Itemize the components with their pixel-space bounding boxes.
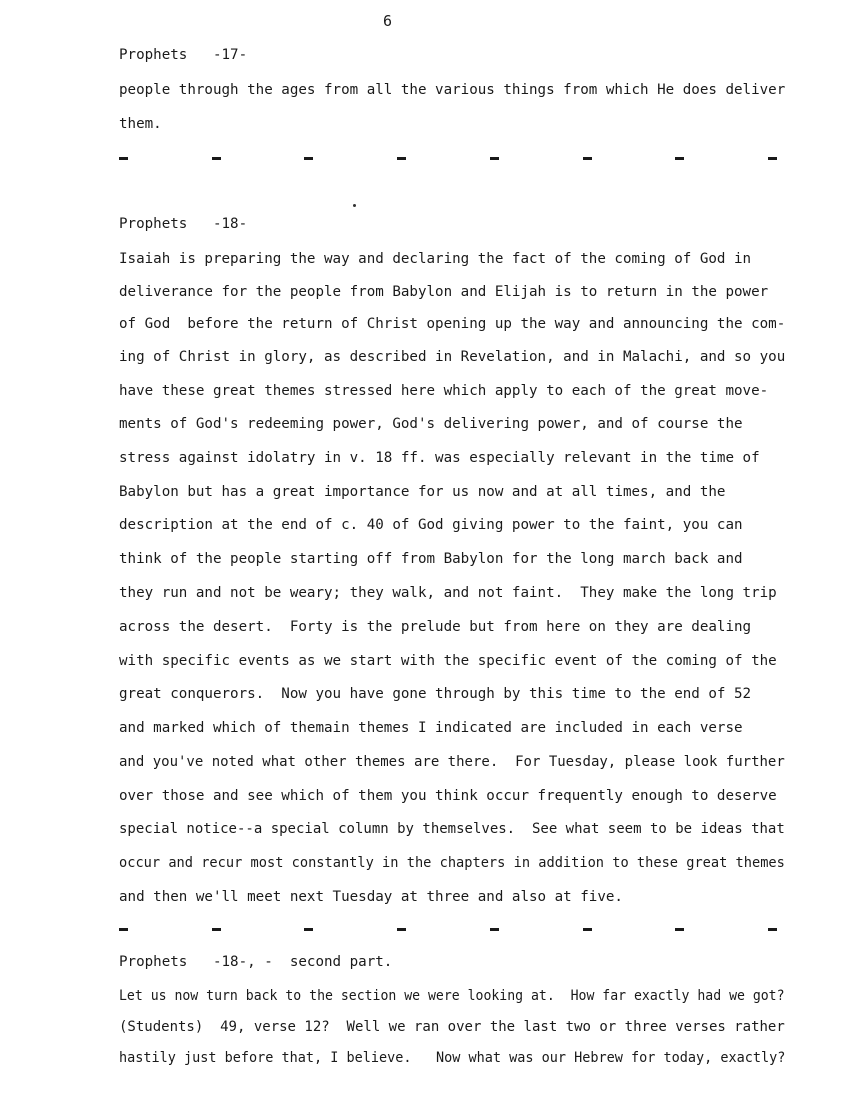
text-line: across the desert. Forty is the prelude but from here on they are dealing bbox=[119, 619, 752, 635]
section-heading-18: Prophets -18- bbox=[119, 216, 248, 232]
text-line: Babylon but has a great importance for us now and at all times, and the bbox=[119, 484, 726, 500]
page-number: 6 bbox=[383, 12, 393, 30]
text-line: have these great themes stressed here which apply to each of the great move- bbox=[119, 383, 769, 399]
text-line: ing of Christ in glory, as described in Revelation, and in Malachi, and so you bbox=[119, 349, 786, 365]
text-line: (Students) 49, verse 12? Well we ran over the last two or three verses rather bbox=[119, 1019, 785, 1035]
dash-separator bbox=[119, 928, 777, 931]
section-heading-17: Prophets -17- bbox=[119, 47, 248, 63]
text-line: over those and see which of them you think occur frequently enough to deserve bbox=[119, 788, 777, 804]
text-line: Let us now turn back to the section we were looking at. How far exactly had we got? bbox=[119, 988, 785, 1004]
text-line: they run and not be weary; they walk, and not faint. They make the long trip bbox=[119, 585, 777, 601]
section-heading-18-second-part: Prophets -18-, - second part. bbox=[119, 954, 393, 970]
text-line: deliverance for the people from Babylon and Elijah is to return in the power bbox=[119, 284, 769, 300]
text-line: hastily just before that, I believe. Now what was our Hebrew for today, exactly? bbox=[119, 1050, 786, 1066]
text-line: stress against idolatry in v. 18 ff. was especially relevant in the time of bbox=[119, 450, 760, 466]
text-line: and then we'll meet next Tuesday at three and also at five. bbox=[119, 889, 623, 905]
text-line: of God before the return of Christ opening up the way and announcing the com- bbox=[119, 316, 786, 332]
text-line: ments of God's redeeming power, God's delivering power, and of course the bbox=[119, 416, 743, 432]
text-line: special notice--a special column by themselves. See what seem to be ideas that bbox=[119, 821, 785, 837]
text-line: occur and recur most constantly in the chapters in addition to these great themes bbox=[119, 855, 785, 871]
text-line: description at the end of c. 40 of God giving power to the faint, you can bbox=[119, 517, 743, 533]
text-line: with specific events as we start with the specific event of the coming of the bbox=[119, 653, 777, 669]
text-line: great conquerors. Now you have gone through by this time to the end of 52 bbox=[119, 686, 752, 702]
text-line: think of the people starting off from Babylon for the long march back and bbox=[119, 551, 743, 567]
text-line: them. bbox=[119, 116, 162, 132]
text-line: and marked which of themain themes I indicated are included in each verse bbox=[119, 720, 743, 736]
dash-separator bbox=[119, 157, 777, 160]
text-line: and you've noted what other themes are there. For Tuesday, please look further bbox=[119, 754, 785, 770]
stray-mark bbox=[353, 204, 356, 207]
text-line: people through the ages from all the various things from which He does deliver bbox=[119, 82, 786, 98]
text-line: Isaiah is preparing the way and declaring the fact of the coming of God in bbox=[119, 251, 752, 267]
